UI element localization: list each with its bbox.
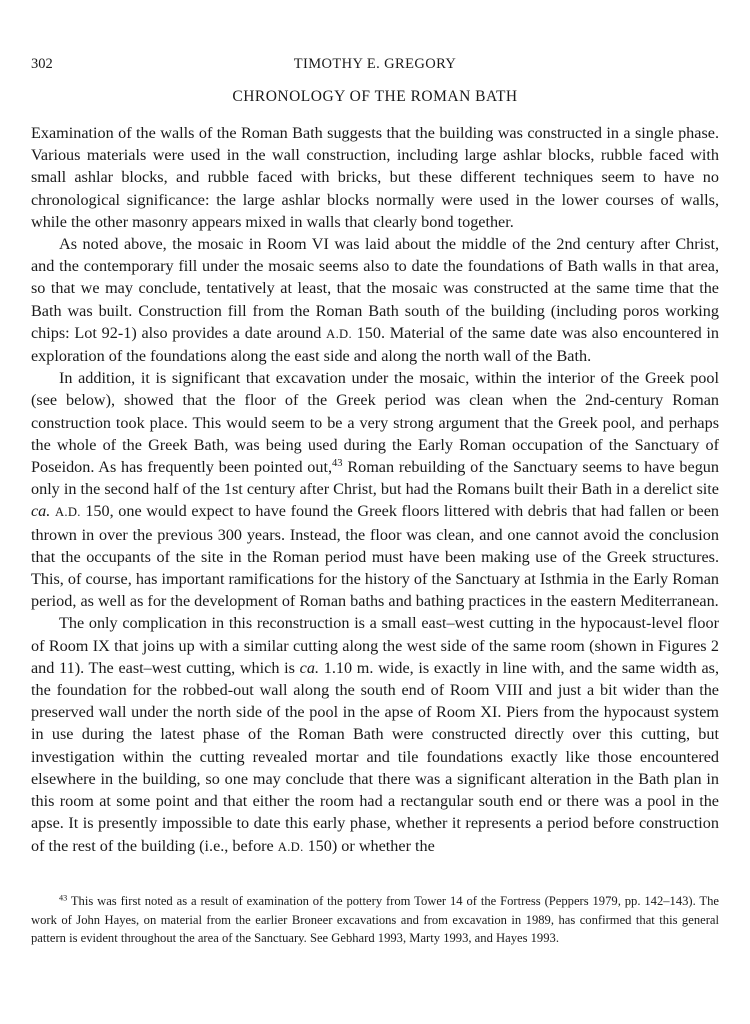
circa-abbreviation: ca. bbox=[299, 658, 319, 677]
body-text bbox=[31, 122, 719, 858]
running-head-author: TIMOTHY E. GREGORY bbox=[293, 56, 457, 72]
footnotes bbox=[31, 892, 719, 948]
footnote-43 bbox=[31, 892, 719, 948]
page-header bbox=[31, 56, 719, 76]
era-abbreviation: A.D. bbox=[277, 839, 304, 854]
paragraph-2: As noted above, the mosaic in Room VI was laid about the middle of the 2nd century after Christ, and the contemporary fill under the mosaic seems also to date the foundations of Bath walls in that area, so that we may conclude, tentatively at least, that the mosaic was constructed at the same time that the Bath was built. Construction fill from the Roman Bath south of the building (including poros working chips: Lot 92-1) also provides a date around A.D. 150. Material of the same date was also encountered in exploration of the foundations along the east side and along the north wall of the Bath. bbox=[31, 235, 720, 366]
era-abbreviation: A.D. bbox=[326, 326, 352, 341]
paragraph-3: In addition, it is significant that excavation under the mosaic, within the interior of the Greek pool (see below), showed that the floor of the Greek period was clean when the 2nd-century Roman construction took place. This would seem to be a very strong argument that the Greek pool, and perhaps the whole of the Greek Bath, was being used during the Early Roman occupation of the Sanctuary of Poseidon. As has frequently been pointed out,$^{43}$ Roman rebuilding of the Sanctuary seems to have begun only in the second half of the 1st century after Christ, but had the Romans built their Bath in a derelict site ca. A.D. 150, one would expect to have found the Greek floors littered with debris that had fallen or been thrown in over the previous 300 years. Instead, the floor was clean, and one cannot avoid the conclusion that the occupants of the site in the Roman period must have been making use of the Greek structures. This, of course, has important ramifications for the history of the Sanctuary at Isthmia in the Early Roman period, as well as for the development of Roman baths and bathing practices in the eastern Mediterranean. bbox=[31, 369, 719, 611]
paragraph-1: Examination of the walls of the Roman Bath suggests that the building was constructed in a single phase. Various materials were used in the wall construction, including large ashlar blocks, rubble faced with small ashlar blocks, and rubble faced with bricks, but these different techniques seem to have no chronological significance: the large ashlar blocks normally were used in the lower courses of walls, while the other masonry appears mixed in walls that clearly bond together. bbox=[31, 124, 719, 231]
footnote-text: This was first noted as a result of examination of the pottery from Tower 14 of the Fortress (Peppers 1979, pp. 142–143). The work of John Hayes, on material from the earlier Broneer excavations and from excavation in 1989, has confirmed that this general pattern is evident throughout the area of the Sanctuary. See Gebhard 1993, Marty 1993, and Hayes 1993. bbox=[31, 894, 720, 946]
page-number: 302 bbox=[31, 56, 53, 72]
footnote-reference: 43 bbox=[332, 458, 343, 470]
era-abbreviation: A.D. bbox=[54, 505, 81, 520]
footnote-number: 43 bbox=[59, 893, 68, 903]
section-title: CHRONOLOGY OF THE ROMAN BATH bbox=[232, 88, 518, 105]
circa-abbreviation: ca. bbox=[31, 502, 51, 521]
paragraph-4: The only complication in this reconstruction is a small east–west cutting in the hypocaust-level floor of Room IX that joins up with a similar cutting along the west side of the same room (shown in Figures 2 and 11). The east–west cutting, which is ca. 1.10 m. wide, is exactly in line with, and the same width as, the foundation for the robbed-out wall along the south end of Room VIII and just a bit wider than the preserved wall under the north side of the pool in the apse of Room XI. Piers from the hypocaust system in use during the latest phase of the Roman Bath were constructed directly over this cutting, but investigation within the cutting revealed mortar and tile foundations exactly like those encountered elsewhere in the building, so one may conclude that there was a significant alteration in the Bath plan in this room at some point and that either the room had a rectangular south end or there was a pool in the apse. It is presently impossible to date this early phase, whether it represents a period before construction of the rest of the building (i.e., before A.D. 150) or whether the bbox=[31, 614, 719, 855]
